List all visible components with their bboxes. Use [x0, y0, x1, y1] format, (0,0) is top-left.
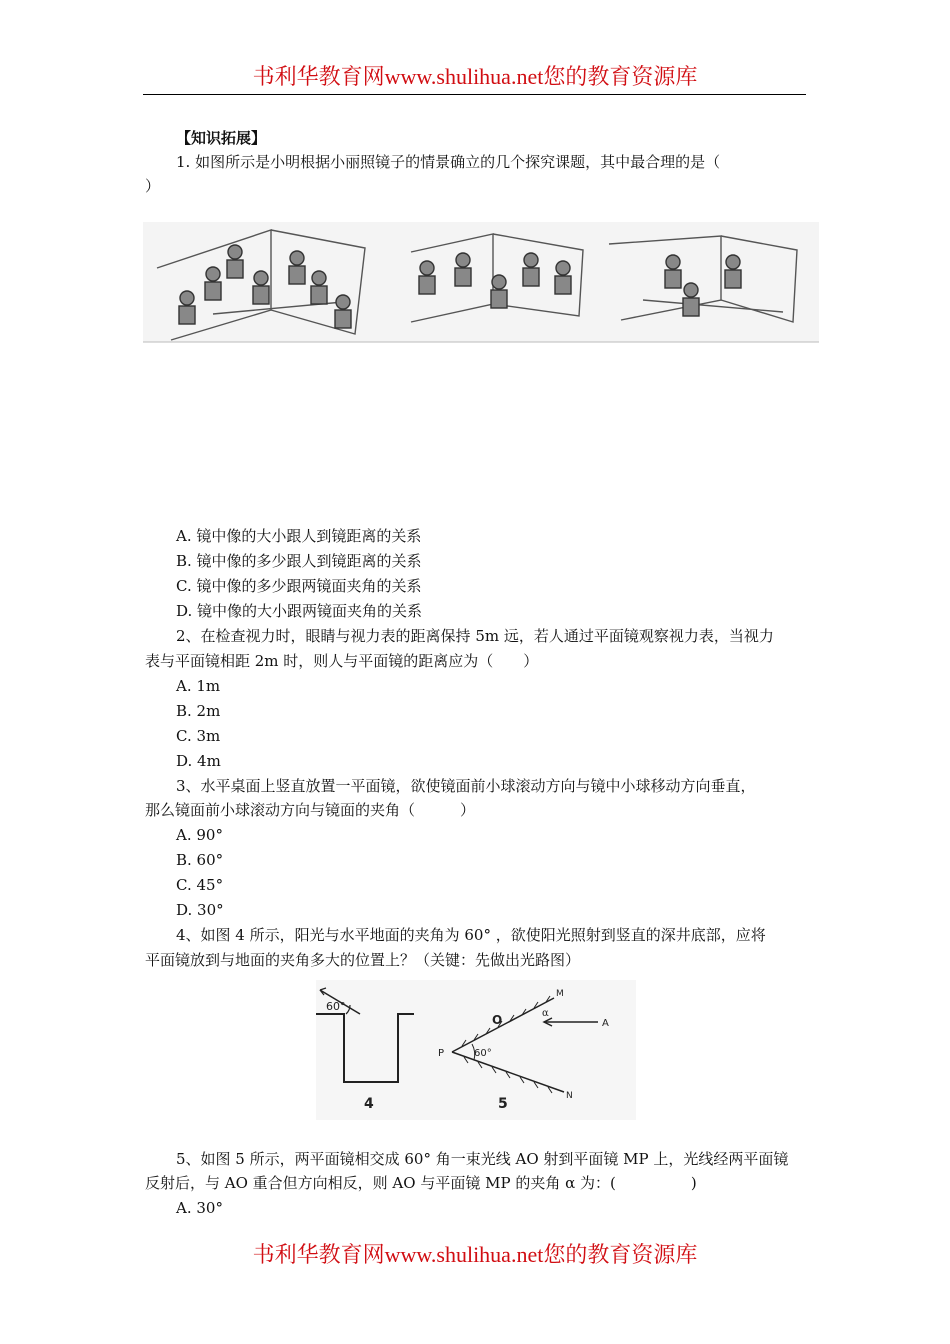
- q3-option-a[interactable]: A. 90°: [176, 826, 223, 844]
- fig5-label-P: P: [438, 1048, 445, 1059]
- fig4-angle-label: 60°: [326, 1000, 346, 1013]
- fig5-label-M: M: [556, 989, 564, 999]
- q3-option-d[interactable]: D. 30°: [176, 901, 224, 919]
- q2-option-b[interactable]: B. 2m: [176, 702, 221, 720]
- mirror-scenes-figure: [143, 222, 819, 344]
- q5-line1: 5、如图 5 所示，两平面镜相交成 60° 角一束光线 AO 射到平面镜 MP 上，光线经两平面镜: [176, 1150, 789, 1168]
- q2-option-a[interactable]: A. 1m: [176, 677, 221, 695]
- fig4-number: 4: [364, 1096, 374, 1112]
- mirror-diagram-figure: [316, 980, 636, 1120]
- q5-option-a[interactable]: A. 30°: [176, 1199, 223, 1217]
- footer-banner: [0, 1238, 950, 1269]
- q1-option-c[interactable]: C. 镜中像的多少跟两镜面夹角的关系: [176, 577, 422, 595]
- q4-line1: 4、如图 4 所示，阳光与水平地面的夹角为 60° ，欲使阳光照射到竖直的深井底部，应将: [176, 926, 766, 944]
- footer-site-name: 书利华教育网: [252, 1243, 385, 1268]
- q3-line2: 那么镜面前小球滚动方向与镜面的夹角（ ）: [145, 801, 476, 819]
- q1-line2: ）: [145, 177, 161, 195]
- fig5-label-O: O: [492, 1013, 503, 1027]
- q5-line2: 反射后，与 AO 重合但方向相反，则 AO 与平面镜 MP 的夹角 α 为：( ): [145, 1174, 697, 1192]
- q3-line1: 3、水平桌面上竖直放置一平面镜，欲使镜面前小球滚动方向与镜中小球移动方向垂直，: [176, 777, 756, 795]
- header-divider: [143, 94, 806, 95]
- fig5-label-N: N: [566, 1091, 573, 1101]
- fig5-label-A: A: [602, 1018, 609, 1029]
- q4-line2: 平面镜放到与地面的夹角多大的位置上？（关键：先做出光路图）: [145, 951, 581, 969]
- q3-option-c[interactable]: C. 45°: [176, 876, 224, 894]
- q2-option-d[interactable]: D. 4m: [176, 752, 221, 770]
- header-site-name: 书利华教育网: [252, 65, 385, 90]
- header-banner: [0, 60, 950, 91]
- fig5-number: 5: [498, 1096, 508, 1112]
- section-title: 【知识拓展】: [176, 129, 267, 147]
- q3-option-b[interactable]: B. 60°: [176, 851, 224, 869]
- footer-tagline: 您的教育资源库: [543, 1243, 698, 1268]
- q1-line1: 1. 如图所示是小明根据小丽照镜子的情景确立的几个探究课题，其中最合理的是（: [176, 153, 721, 171]
- q1-option-d[interactable]: D. 镜中像的大小跟两镜面夹角的关系: [176, 602, 423, 620]
- q1-option-b[interactable]: B. 镜中像的多少跟人到镜距离的关系: [176, 552, 422, 570]
- header-url[interactable]: www.shulihua.net: [384, 64, 544, 89]
- q1-option-a[interactable]: A. 镜中像的大小跟人到镜距离的关系: [176, 527, 422, 545]
- q2-line2: 表与平面镜相距 2m 时，则人与平面镜的距离应为（ ）: [145, 652, 539, 670]
- fig5-angle-label: 60°: [474, 1048, 492, 1059]
- footer-url[interactable]: www.shulihua.net: [384, 1242, 544, 1267]
- header-tagline: 您的教育资源库: [543, 65, 698, 90]
- q2-option-c[interactable]: C. 3m: [176, 727, 221, 745]
- fig5-alpha-label: α: [542, 1008, 549, 1019]
- q2-line1: 2、在检查视力时，眼睛与视力表的距离保持 5m 远，若人通过平面镜观察视力表，当视力: [176, 627, 774, 645]
